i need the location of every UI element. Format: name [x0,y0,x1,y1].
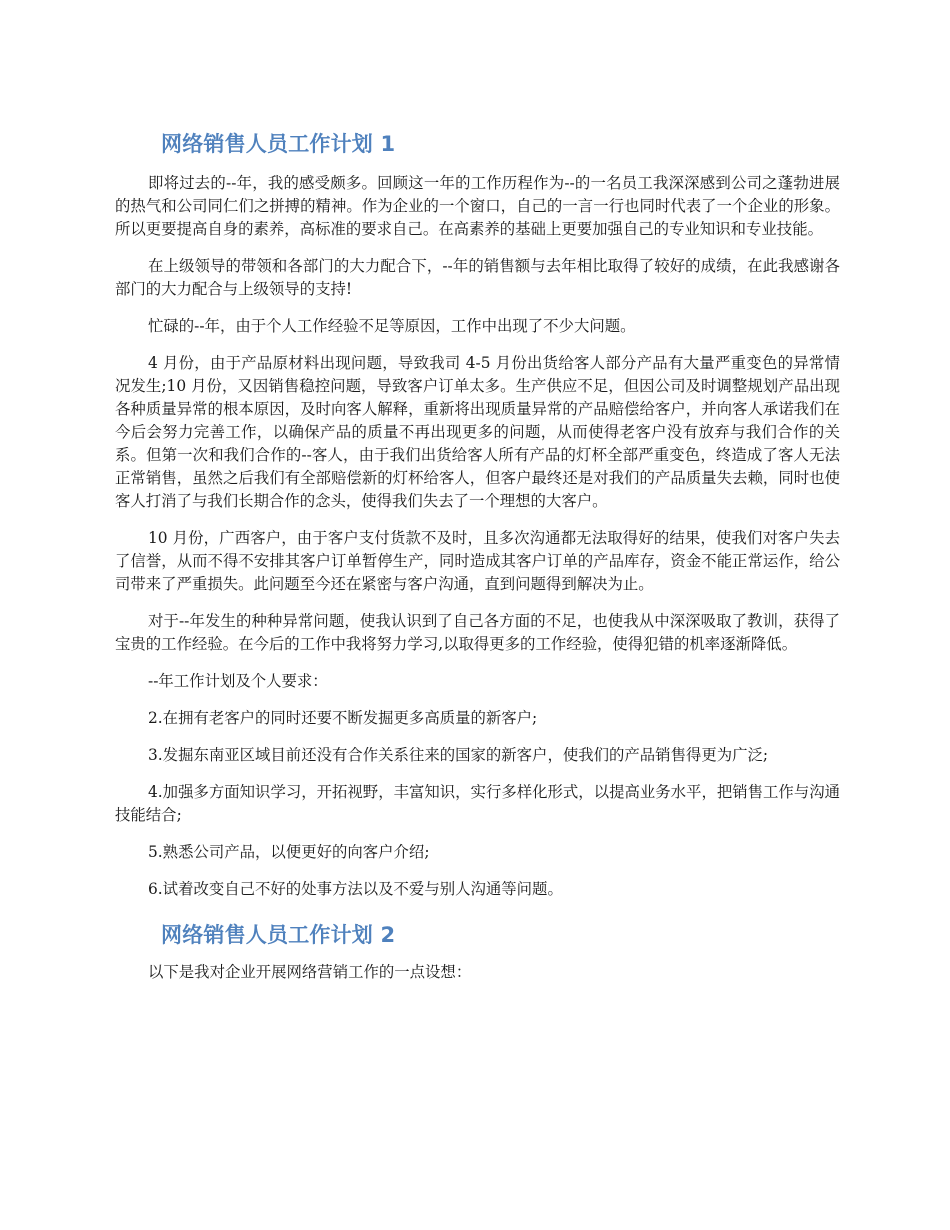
paragraph-plan-intro: --年工作计划及个人要求： [148,672,328,690]
paragraph-marketing-intro: 以下是我对企业开展网络营销工作的一点设想： [148,963,472,981]
plan-item-6: 6.试着改变自己不好的处事方法以及不爱与别人沟通等问题。 [148,880,563,898]
section-heading-2: 网络销售人员工作计划 2 [161,923,396,947]
paragraph-lessons: 对于--年发生的种种异常问题，使我认识到了自己各方面的不足，也使我从中深深吸取了教训，获得了宝贵的工作经验。在今后的工作中我将努力学习,以取得更多的工作经验，使得犯错的机率逐渐降低。 [115,612,840,653]
plan-item-4: 4.加强多方面知识学习，开拓视野，丰富知识，实行多样化形式，以提高业务水平，把销售工作与沟通技能结合; [115,783,840,824]
plan-item-5: 5.熟悉公司产品，以便更好的向客户介绍; [148,843,430,861]
paragraph-intro: 即将过去的--年，我的感受颇多。回顾这一年的工作历程作为--的一名员工我深深感到公司之蓬勃进展的热气和公司同仁们之拼搏的精神。作为企业的一个窗口，自己的一言一行也同时代表了一个企业的形象。所以更要提高自身的素养，高标准的要求自己。在高素养的基础上更要加强自己的专业知识和专业技能。 [115,174,840,238]
document-body [115,124,840,998]
paragraph-april-issue: 4 月份，由于产品原材料出现问题，导致我司 4-5 月份出货给客人部分产品有大量严重变色的异常情况发生;10 月份，又因销售稳控问题，导致客户订单太多。生产供应不足，但因公司及时调整规划产品出现各种质量异常的根本原因，及时向客人解释，重新将出现质量异常的产品赔偿给客户，并向客人承诺我们在今后会努力完善工作，以确保产品的质量不再出现更多的问题，从而使得老客户没有放弃与我们合作的关系。但第一次和我们合作的--客人，由于我们出货给客人所有产品的灯杯全部严重变色，终造成了客人无法正常销售，虽然之后我们有全部赔偿新的灯杯给客人，但客户最终还是对我们的产品质量失去赖，同时也使客人打消了与我们长期合作的念头，使得我们失去了一个理想的大客户。 [115,354,840,510]
plan-item-2: 2.在拥有老客户的同时还要不断发掘更多高质量的新客户; [148,709,538,727]
paragraph-october-issue: 10 月份，广西客户，由于客户支付货款不及时，且多次沟通都无法取得好的结果，使我们对客户失去了信誉，从而不得不安排其客户订单暂停生产，同时造成其客户订单的产品库存，资金不能正常运作，给公司带来了严重损失。此问题至今还在紧密与客户沟通，直到问题得到解决为止。 [115,529,840,593]
paragraph-problems: 忙碌的--年，由于个人工作经验不足等原因，工作中出现了不少大问题。 [148,317,636,335]
paragraph-thanks: 在上级领导的带领和各部门的大力配合下，--年的销售额与去年相比取得了较好的成绩，在此我感谢各部门的大力配合与上级领导的支持! [115,257,840,298]
section-heading-1: 网络销售人员工作计划 1 [161,132,396,156]
plan-item-3: 3.发掘东南亚区域目前还没有合作关系往来的国家的新客户，使我们的产品销售得更为广泛; [148,746,769,764]
